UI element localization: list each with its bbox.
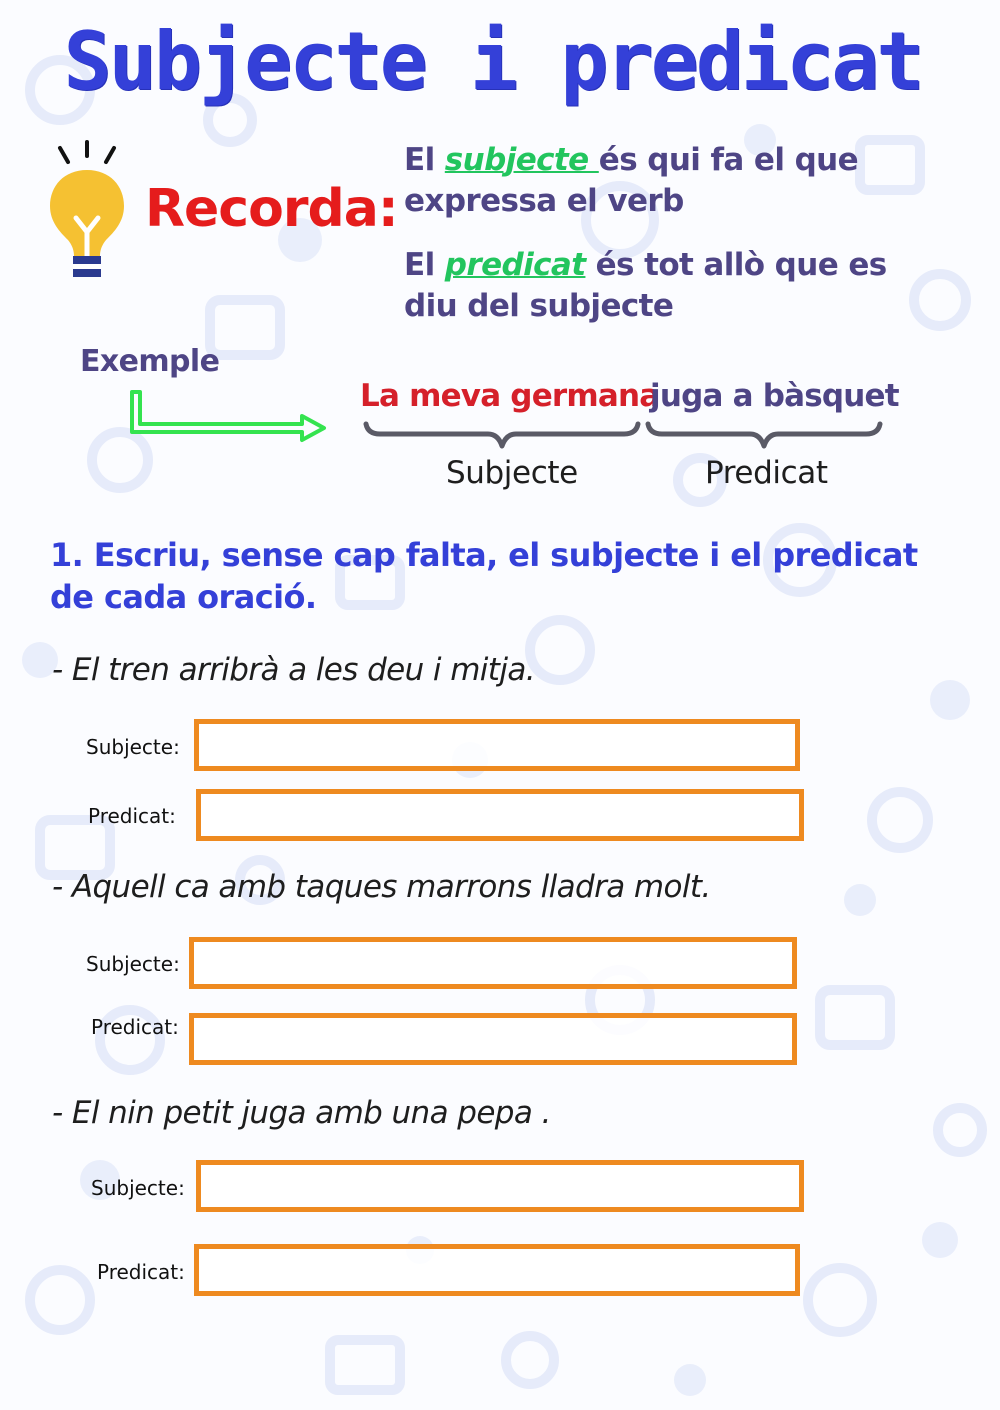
subject-input-1[interactable]	[194, 719, 800, 771]
predicate-input-2[interactable]	[189, 1013, 797, 1065]
example-predicate-label: Predicat	[705, 455, 828, 491]
example-subject-label: Subjecte	[446, 455, 578, 491]
arrow-right-icon	[126, 386, 336, 450]
subject-input-2[interactable]	[189, 937, 797, 989]
exercise-instruction: 1. Escriu, sense cap falta, el subjecte i el predicat de cada oració.	[50, 536, 918, 616]
predicate-def-text: és tot allò que es diu del subjecte	[404, 247, 887, 324]
predicate-label-1: Predicat:	[88, 804, 176, 828]
page-title: Subjecte i predicat	[63, 15, 922, 108]
sentence-2: - Aquell ca amb taques marrons lladra molt.	[52, 869, 711, 905]
example-predicate-text: juga a bàsquet	[650, 378, 899, 414]
subject-brace	[362, 420, 642, 452]
predicate-label-3: Predicat:	[97, 1260, 185, 1284]
subject-keyword: subjecte	[444, 142, 599, 178]
sentence-3: - El nin petit juga amb una pepa .	[52, 1095, 551, 1131]
predicate-input-3[interactable]	[194, 1244, 800, 1296]
subject-label-3: Subjecte:	[91, 1176, 185, 1200]
reminder-label: Recorda:	[145, 179, 398, 239]
subject-input-3[interactable]	[196, 1160, 804, 1212]
subject-def-prefix: El	[404, 142, 445, 178]
subject-definition	[404, 140, 924, 222]
subject-def-text: és qui fa el que expressa el verb	[404, 142, 859, 219]
lightbulb-icon	[46, 140, 132, 282]
subject-label-1: Subjecte:	[86, 735, 180, 759]
example-subject-text: La meva germana	[360, 378, 660, 414]
sentence-1: - El tren arribrà a les deu i mitja.	[52, 652, 536, 688]
predicate-brace	[644, 420, 884, 452]
subject-label-2: Subjecte:	[86, 952, 180, 976]
predicate-label-2: Predicat:	[91, 1015, 179, 1039]
predicate-def-prefix: El	[404, 247, 445, 283]
example-label: Exemple	[80, 344, 220, 379]
predicate-keyword: predicat	[444, 247, 586, 283]
predicate-definition	[404, 245, 924, 327]
predicate-input-1[interactable]	[196, 789, 804, 841]
